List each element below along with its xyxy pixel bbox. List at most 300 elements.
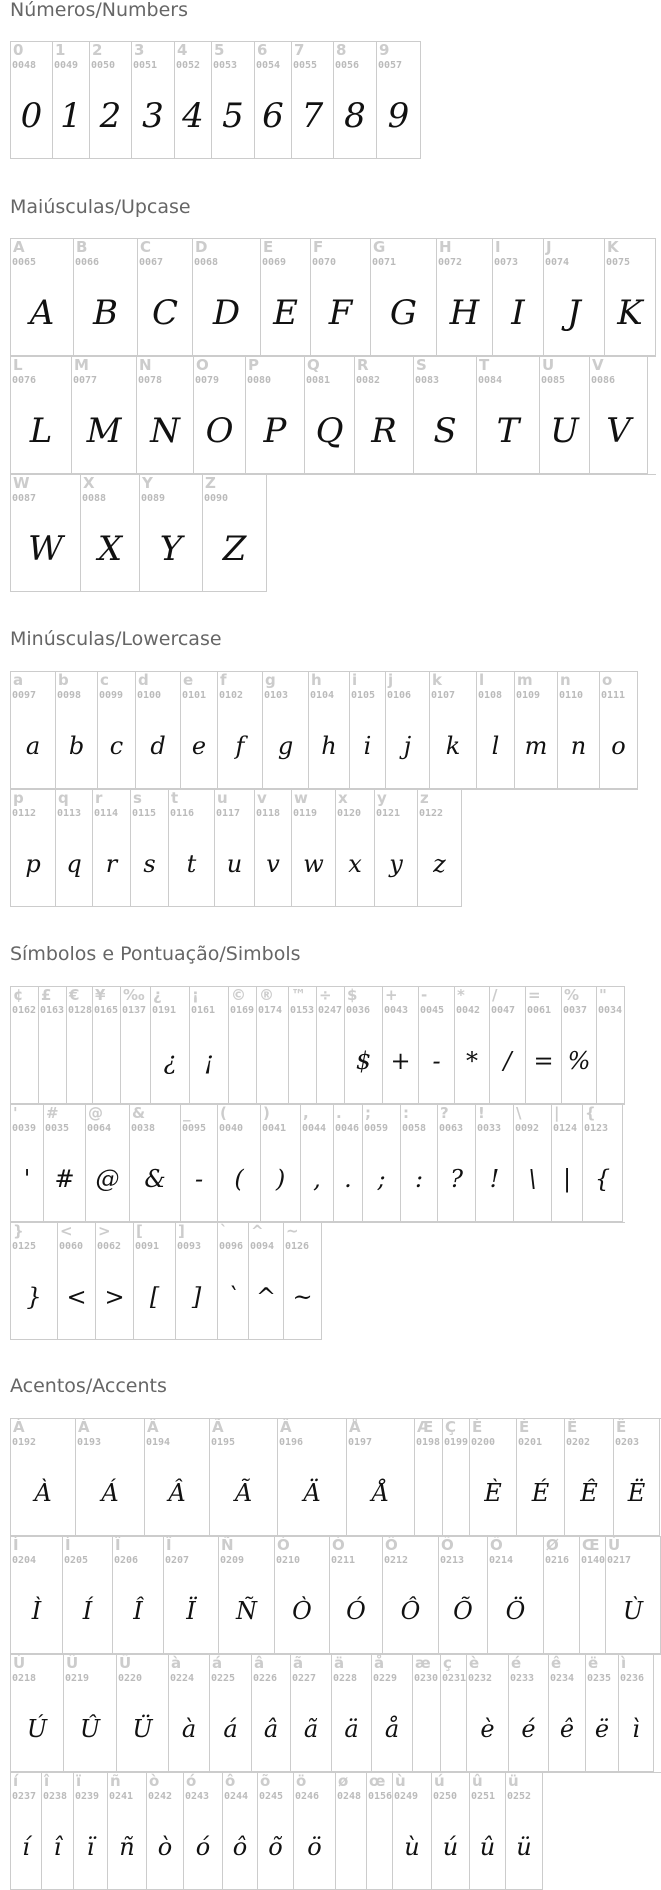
glyph-label: € — [69, 987, 80, 1004]
glyph-cell — [218, 672, 263, 789]
glyph-cell — [367, 1773, 393, 1890]
glyph-cell — [67, 987, 93, 1104]
glyph-cell — [176, 1223, 218, 1340]
glyph-cell — [252, 1655, 291, 1772]
glyph-cell — [76, 1419, 145, 1536]
glyph-code: 0082 — [356, 375, 381, 386]
glyph-grid-accents — [10, 1418, 661, 1890]
glyph-sample: i — [363, 732, 372, 760]
glyph-label: 8 — [336, 42, 347, 59]
glyph-cell — [515, 672, 558, 789]
glyph-code: 0140 — [581, 1555, 606, 1566]
glyph-cell — [605, 239, 656, 356]
glyph-sample: ô — [232, 1833, 248, 1861]
glyph-cell — [334, 1105, 363, 1222]
glyph-label: M — [74, 357, 89, 374]
glyph-sample: V — [606, 411, 631, 451]
glyph-code: 0112 — [12, 808, 37, 819]
glyph-label: * — [457, 987, 465, 1004]
glyph-sample: ì — [632, 1715, 640, 1743]
glyph-sample — [443, 1457, 469, 1529]
glyph-cell — [96, 1223, 134, 1340]
glyph-code: 0122 — [419, 808, 444, 819]
glyph-cell — [194, 357, 246, 474]
glyph-code: 0230 — [414, 1673, 439, 1684]
glyph-cell — [278, 1419, 347, 1536]
glyph-cell — [509, 1655, 549, 1772]
glyph-label: 9 — [379, 42, 390, 59]
glyph-code: 0121 — [376, 808, 401, 819]
glyph-label: W — [13, 475, 30, 492]
glyph-cell — [415, 1419, 443, 1536]
glyph-label: Ó — [332, 1537, 345, 1554]
glyph-sample: l — [491, 732, 500, 760]
glyph-code: 0200 — [471, 1437, 496, 1448]
glyph-label: 4 — [177, 42, 188, 59]
glyph-sample: ¡ — [204, 1047, 214, 1075]
glyph-sample: Á — [101, 1479, 119, 1507]
glyph-label: i — [352, 672, 358, 689]
glyph-row — [10, 1654, 661, 1772]
glyph-cell — [488, 1537, 544, 1654]
glyph-label: ù — [395, 1773, 406, 1790]
glyph-row — [10, 356, 656, 474]
glyph-cell — [437, 239, 493, 356]
section-title-lowercase: Minúsculas/Lowercase — [10, 628, 222, 650]
glyph-sample: 2 — [99, 96, 122, 136]
glyph-label: Ù — [608, 1537, 621, 1554]
glyph-sample: ë — [594, 1715, 610, 1743]
glyph-sample: Ï — [186, 1597, 196, 1625]
glyph-cell — [11, 475, 81, 592]
glyph-label: G — [373, 239, 386, 256]
glyph-code: 0219 — [65, 1673, 90, 1684]
glyph-sample: Ñ — [236, 1597, 257, 1625]
glyph-sample: K — [617, 293, 643, 333]
glyph-code: 0050 — [91, 60, 116, 71]
glyph-label: © — [231, 987, 246, 1004]
glyph-code: 0250 — [433, 1791, 458, 1802]
glyph-sample: * — [466, 1047, 478, 1075]
glyph-label: æ — [415, 1655, 431, 1672]
glyph-sample: [ — [149, 1283, 160, 1311]
glyph-label: ô — [225, 1773, 236, 1790]
glyph-cell — [175, 42, 212, 159]
glyph-cell — [11, 1655, 64, 1772]
glyph-cell — [181, 672, 218, 789]
glyph-sample: # — [54, 1165, 75, 1193]
glyph-code: 0111 — [601, 690, 626, 701]
glyph-label: ö — [296, 1773, 307, 1790]
glyph-label: ñ — [110, 1773, 121, 1790]
glyph-cell — [291, 1655, 332, 1772]
glyph-sample: Ú — [26, 1715, 48, 1743]
glyph-code: 0243 — [185, 1791, 210, 1802]
glyph-sample: Y — [159, 529, 183, 569]
glyph-row — [10, 41, 421, 159]
glyph-label: ` — [220, 1223, 228, 1240]
glyph-cell — [470, 1773, 506, 1890]
glyph-code: 0065 — [12, 257, 37, 268]
glyph-sample: b — [68, 732, 85, 760]
glyph-sample: . — [344, 1165, 352, 1193]
glyph-sample: J — [567, 293, 581, 333]
glyph-cell — [514, 1105, 552, 1222]
glyph-code: 0073 — [494, 257, 519, 268]
glyph-label: T — [479, 357, 490, 374]
glyph-cell — [438, 1105, 476, 1222]
glyph-sample: ä — [344, 1715, 359, 1743]
glyph-label: j — [388, 672, 394, 689]
glyph-sample: + — [390, 1047, 411, 1075]
glyph-code: 0070 — [312, 257, 337, 268]
glyph-sample: G — [389, 293, 418, 333]
glyph-code: 0244 — [224, 1791, 249, 1802]
glyph-label: à — [171, 1655, 182, 1672]
glyph-cell — [249, 1223, 284, 1340]
glyph-code: 0218 — [12, 1673, 37, 1684]
glyph-label: ü — [508, 1773, 519, 1790]
glyph-label: ™ — [291, 987, 306, 1004]
glyph-label: í — [13, 1773, 19, 1790]
glyph-code: 0227 — [292, 1673, 317, 1684]
glyph-cell — [11, 672, 56, 789]
glyph-cell — [203, 475, 267, 592]
glyph-label: ä — [334, 1655, 345, 1672]
glyph-code: 0118 — [256, 808, 281, 819]
glyph-code: 0233 — [510, 1673, 535, 1684]
glyph-cell — [517, 1419, 565, 1536]
glyph-cell — [430, 672, 477, 789]
glyph-label: @ — [88, 1105, 103, 1122]
glyph-row — [10, 1418, 661, 1536]
glyph-sample — [11, 1025, 38, 1097]
glyph-sample: Ê — [580, 1479, 598, 1507]
glyph-row — [10, 789, 638, 907]
glyph-sample: p — [25, 850, 41, 878]
glyph-label: Â — [147, 1419, 159, 1436]
glyph-label: Ì — [13, 1537, 19, 1554]
glyph-cell — [418, 790, 462, 907]
glyph-cell — [74, 1773, 108, 1890]
glyph-label: u — [217, 790, 228, 807]
glyph-sample: Â — [168, 1479, 186, 1507]
glyph-label: < — [60, 1223, 73, 1240]
glyph-code: 0039 — [12, 1123, 37, 1134]
glyph-code: 0242 — [148, 1791, 173, 1802]
glyph-code: 0199 — [444, 1437, 469, 1448]
glyph-label: , — [303, 1105, 309, 1122]
glyph-code: 0097 — [12, 690, 37, 701]
glyph-label: s — [133, 790, 142, 807]
glyph-grid-symbols — [10, 986, 625, 1340]
glyph-cell — [11, 357, 72, 474]
glyph-code: 0098 — [57, 690, 82, 701]
glyph-cell — [229, 987, 257, 1104]
glyph-code: 0212 — [384, 1555, 409, 1566]
glyph-label: / — [492, 987, 498, 1004]
glyph-sample: s — [143, 850, 156, 878]
glyph-cell — [597, 987, 625, 1104]
glyph-code: 0099 — [99, 690, 124, 701]
glyph-code: 0059 — [364, 1123, 389, 1134]
glyph-label: _ — [183, 1105, 191, 1122]
glyph-cell — [11, 790, 56, 907]
glyph-sample: â — [263, 1715, 279, 1743]
glyph-label: Û — [66, 1655, 79, 1672]
glyph-label: ? — [440, 1105, 449, 1122]
glyph-sample: A — [29, 293, 55, 333]
glyph-code: 0229 — [373, 1673, 398, 1684]
glyph-cell — [305, 357, 355, 474]
glyph-cell — [377, 42, 421, 159]
glyph-code: 0069 — [262, 257, 287, 268]
glyph-cell — [309, 672, 350, 789]
glyph-label: Ç — [445, 1419, 457, 1436]
glyph-label: ¿ — [153, 987, 162, 1004]
glyph-cell — [441, 1655, 467, 1772]
glyph-sample: E — [273, 293, 298, 333]
glyph-code: 0113 — [57, 808, 82, 819]
glyph-code: 0206 — [114, 1555, 139, 1566]
glyph-sample: ] — [191, 1283, 202, 1311]
glyph-code: 0119 — [293, 808, 318, 819]
glyph-label: f — [220, 672, 227, 689]
glyph-cell — [151, 987, 190, 1104]
glyph-sample: T — [496, 411, 520, 451]
glyph-code: 0034 — [598, 1005, 623, 1016]
glyph-label: ¥ — [95, 987, 106, 1004]
glyph-sample: Í — [82, 1597, 93, 1625]
glyph-sample: Ã — [234, 1479, 253, 1507]
glyph-sample: 0 — [20, 96, 43, 136]
glyph-label: 0 — [13, 42, 24, 59]
glyph-cell — [477, 672, 515, 789]
glyph-code: 0046 — [335, 1123, 360, 1134]
glyph-label: £ — [41, 987, 52, 1004]
glyph-cell — [212, 42, 255, 159]
glyph-sample: ò — [157, 1833, 173, 1861]
glyph-cell — [218, 1105, 261, 1222]
glyph-cell — [490, 987, 526, 1104]
glyph-code: 0100 — [137, 690, 162, 701]
glyph-label: á — [212, 1655, 223, 1672]
glyph-label: õ — [260, 1773, 271, 1790]
glyph-label: O — [196, 357, 209, 374]
glyph-label: d — [138, 672, 149, 689]
glyph-code: 0225 — [211, 1673, 236, 1684]
glyph-cell — [169, 790, 215, 907]
glyph-sample: y — [389, 850, 403, 878]
glyph-label: Ñ — [221, 1537, 234, 1554]
glyph-cell — [332, 1655, 372, 1772]
glyph-label: q — [58, 790, 69, 807]
glyph-sample: | — [562, 1165, 572, 1193]
glyph-sample: 6 — [262, 96, 284, 136]
glyph-code: 0055 — [293, 60, 318, 71]
glyph-label: Î — [115, 1537, 121, 1554]
glyph-label: è — [469, 1655, 480, 1672]
glyph-label: Ä — [280, 1419, 292, 1436]
glyph-cell — [86, 1105, 130, 1222]
glyph-code: 0107 — [431, 690, 456, 701]
glyph-label: # — [46, 1105, 59, 1122]
glyph-sample: x — [348, 850, 362, 878]
glyph-sample: ó — [195, 1833, 211, 1861]
glyph-label: Ê — [567, 1419, 578, 1436]
glyph-label: Œ — [582, 1537, 600, 1554]
glyph-sample: Z — [222, 529, 247, 569]
glyph-code: 0090 — [204, 493, 229, 504]
glyph-sample: õ — [268, 1833, 283, 1861]
glyph-code: 0213 — [440, 1555, 465, 1566]
glyph-code: 0093 — [177, 1241, 202, 1252]
glyph-code: 0066 — [75, 257, 100, 268]
glyph-code: 0054 — [256, 60, 281, 71]
glyph-sample: 8 — [344, 96, 366, 136]
glyph-cell — [600, 672, 638, 789]
glyph-sample: ñ — [119, 1833, 135, 1861]
glyph-grid-numbers — [10, 41, 421, 159]
glyph-sample: u — [226, 850, 243, 878]
glyph-label: > — [98, 1223, 111, 1240]
glyph-cell — [11, 1223, 58, 1340]
glyph-sample — [67, 1025, 92, 1097]
glyph-code: 0040 — [219, 1123, 244, 1134]
glyph-code: 0209 — [220, 1555, 245, 1566]
glyph-sample: / — [503, 1047, 512, 1075]
glyph-cell — [443, 1419, 470, 1536]
glyph-sample: r — [105, 850, 118, 878]
glyph-cell — [223, 1773, 258, 1890]
glyph-code: 0051 — [133, 60, 158, 71]
glyph-code: 0210 — [276, 1555, 301, 1566]
glyph-cell — [455, 987, 490, 1104]
glyph-code: 0216 — [545, 1555, 570, 1566]
glyph-sample — [317, 1025, 344, 1097]
glyph-sample: q — [66, 850, 82, 878]
glyph-cell — [586, 1655, 619, 1772]
glyph-code: 0042 — [456, 1005, 481, 1016]
glyph-sample: Ó — [346, 1597, 366, 1625]
glyph-cell — [263, 672, 309, 789]
glyph-code: 0193 — [77, 1437, 102, 1448]
glyph-sample: k — [445, 732, 461, 760]
glyph-label: ÷ — [319, 987, 332, 1004]
glyph-cell — [136, 672, 181, 789]
glyph-code: 0245 — [259, 1791, 284, 1802]
glyph-label: - — [421, 987, 428, 1004]
glyph-sample — [413, 1693, 440, 1765]
glyph-cell — [121, 987, 151, 1104]
glyph-label: : — [403, 1105, 409, 1122]
glyph-sample: F — [328, 293, 353, 333]
glyph-label: v — [257, 790, 267, 807]
glyph-label: ~ — [286, 1223, 299, 1240]
glyph-cell — [44, 1105, 86, 1222]
glyph-sample: ù — [404, 1833, 420, 1861]
glyph-cell — [134, 1223, 176, 1340]
glyph-sample: L — [29, 411, 53, 451]
glyph-cell — [292, 42, 334, 159]
glyph-row — [10, 474, 656, 592]
glyph-label: Z — [205, 475, 216, 492]
glyph-cell — [383, 1537, 439, 1654]
glyph-label: 3 — [134, 42, 145, 59]
glyph-code: 0162 — [12, 1005, 37, 1016]
glyph-sample: ~ — [292, 1283, 313, 1311]
glyph-sample: v — [266, 850, 280, 878]
glyph-sample: Q — [315, 411, 344, 451]
glyph-code: 0096 — [219, 1241, 244, 1252]
glyph-cell — [606, 1537, 661, 1654]
glyph-sample: Î — [133, 1597, 143, 1625]
glyph-cell — [432, 1773, 470, 1890]
glyph-sample: = — [533, 1047, 554, 1075]
glyph-cell — [292, 790, 336, 907]
glyph-cell — [493, 239, 544, 356]
glyph-cell — [284, 1223, 322, 1340]
glyph-code: 0058 — [402, 1123, 427, 1134]
glyph-code: 0224 — [170, 1673, 195, 1684]
glyph-cell — [419, 987, 455, 1104]
glyph-label: [ — [136, 1223, 143, 1240]
glyph-cell — [219, 1537, 275, 1654]
glyph-code: 0060 — [59, 1241, 84, 1252]
glyph-cell — [345, 987, 383, 1104]
glyph-label: e — [183, 672, 194, 689]
glyph-cell — [93, 790, 131, 907]
glyph-code: 0103 — [264, 690, 289, 701]
glyph-code: 0048 — [12, 60, 37, 71]
glyph-label: % — [564, 987, 580, 1004]
glyph-sample: > — [104, 1283, 125, 1311]
glyph-code: 0081 — [306, 375, 331, 386]
glyph-sample: @ — [95, 1165, 120, 1193]
glyph-cell — [108, 1773, 147, 1890]
glyph-label: x — [338, 790, 348, 807]
glyph-sample — [580, 1575, 605, 1647]
glyph-code: 0239 — [75, 1791, 100, 1802]
glyph-sample: 4 — [182, 96, 204, 136]
glyph-code: 0217 — [607, 1555, 632, 1566]
glyph-label: X — [83, 475, 95, 492]
glyph-cell — [383, 987, 419, 1104]
glyph-sample: { — [594, 1165, 611, 1193]
glyph-sample: Ö — [505, 1597, 526, 1625]
glyph-label: L — [13, 357, 23, 374]
glyph-sample: ( — [234, 1165, 244, 1193]
glyph-sample: é — [521, 1715, 536, 1743]
glyph-code: 0045 — [420, 1005, 445, 1016]
glyph-sample: 7 — [301, 96, 324, 136]
glyph-sample: ) — [275, 1165, 286, 1193]
glyph-cell — [375, 790, 418, 907]
glyph-label: { — [585, 1105, 596, 1122]
glyph-cell — [350, 672, 386, 789]
glyph-code: 0035 — [45, 1123, 70, 1134]
glyph-cell — [255, 790, 292, 907]
glyph-sample: ï — [86, 1833, 95, 1861]
glyph-code: 0075 — [606, 257, 631, 268]
glyph-sample: Ì — [31, 1597, 42, 1625]
glyph-cell — [140, 475, 203, 592]
glyph-code: 0163 — [40, 1005, 65, 1016]
glyph-label: | — [554, 1105, 560, 1122]
glyph-code: 0109 — [516, 690, 541, 701]
glyph-cell — [246, 357, 305, 474]
glyph-cell — [11, 1773, 42, 1890]
